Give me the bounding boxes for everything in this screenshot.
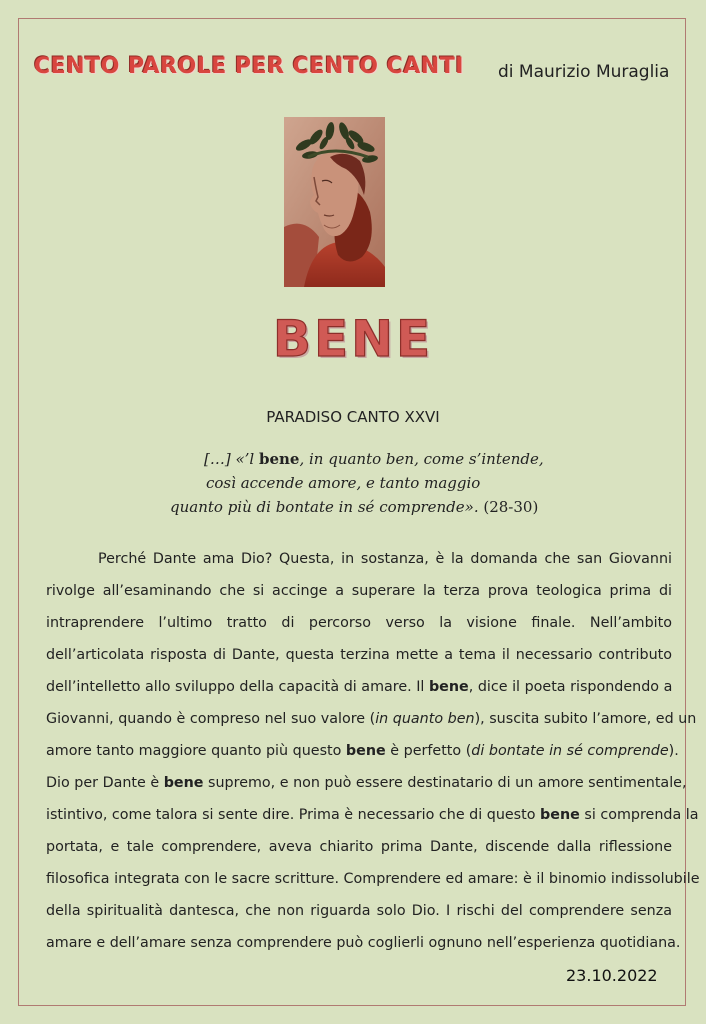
commentary-line: amore tanto maggiore quanto più questo bene è perfetto (di bontate in sé comprende). <box>46 743 679 759</box>
commentary-line: della spiritualità dantesca, che non riguarda solo Dio. I rischi del comprendere senza <box>46 903 672 919</box>
commentary-line: Dio per Dante è bene supremo, e non può essere destinatario di un amore sentimentale, <box>46 775 687 791</box>
verse-line-3-text: quanto più di bontate in sé comprende». <box>170 498 479 516</box>
series-title: CENTO PAROLE PER CENTO CANTI <box>34 54 464 79</box>
verse-keyword: bene <box>258 450 300 468</box>
verse-line-1-start: […] «’l <box>204 450 259 468</box>
publication-date: 23.10.2022 <box>566 966 658 985</box>
commentary-line: intraprendere l’ultimo tratto di percorso verso la visione finale. Nell’ambito <box>46 615 672 631</box>
commentary-line: amare e dell’amare senza comprendere può coglierli ognuno nell’esperienza quotidiana. <box>46 935 681 951</box>
verse-line-1 <box>204 447 544 471</box>
headword-title: BENE <box>272 310 434 368</box>
commentary-line: istintivo, come talora si sente dire. Prima è necessario che di questo bene si comprenda la <box>46 807 699 823</box>
verse-line-2: così accende amore, e tanto maggio <box>206 474 481 492</box>
commentary-line: Giovanni, quando è compreso nel suo valore (in quanto ben), suscita subito l’amore, ed un <box>46 711 697 727</box>
commentary-line: portata, e tale comprendere, aveva chiarito prima Dante, discende dalla riflessione <box>46 839 672 855</box>
author-byline: di Maurizio Muraglia <box>498 62 670 82</box>
dante-portrait-icon <box>284 117 385 287</box>
commentary-line: filosofica integrata con le sacre scritture. Comprendere ed amare: è il binomio indissolubile <box>46 871 700 887</box>
verse-reference: (28-30) <box>478 498 539 516</box>
verse-line-3 <box>170 495 538 519</box>
commentary-line: rivolge all’esaminando che si accinge a superare la terza prova teologica prima di <box>46 583 672 599</box>
canto-reference: PARADISO CANTO XXVI <box>266 408 440 426</box>
commentary-line: dell’articolata risposta di Dante, questa terzina mette a tema il necessario contributo <box>46 647 672 663</box>
commentary-text <box>46 543 700 959</box>
commentary-line: dell’intelletto allo sviluppo della capacità di amare. Il bene, dice il poeta rispondendo a <box>46 679 673 695</box>
commentary-line: Perché Dante ama Dio? Questa, in sostanza, è la domanda che san Giovanni <box>98 551 672 567</box>
verse-line-1-end: , in quanto ben, come s’intende, <box>299 450 544 468</box>
